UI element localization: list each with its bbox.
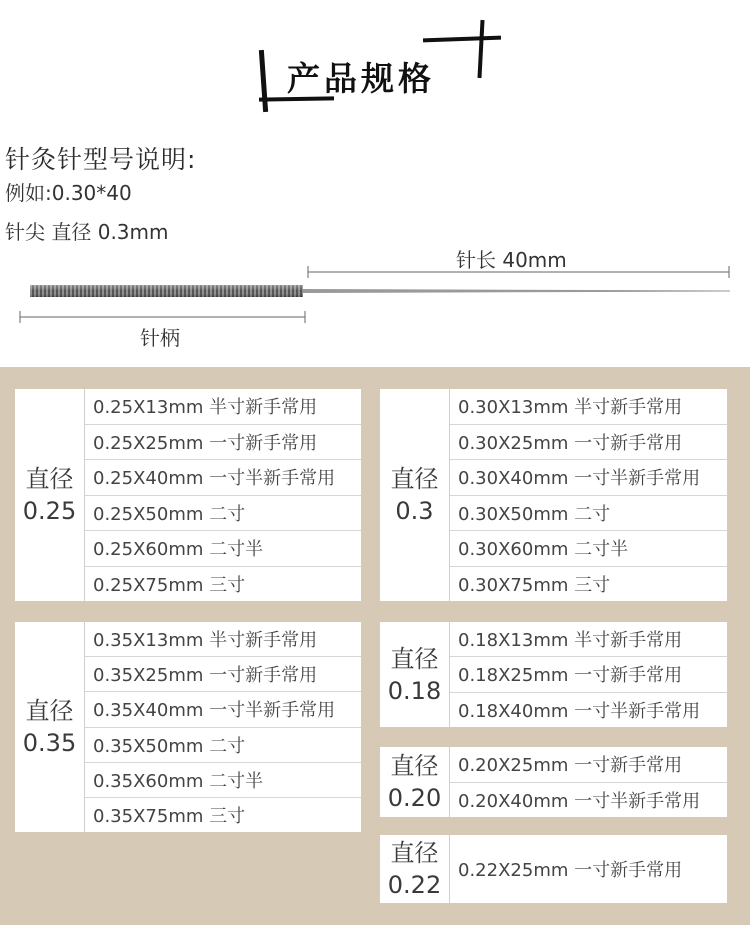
header-section <box>0 0 750 367</box>
diameter-label: 直径 <box>390 465 439 493</box>
brush-stroke-top <box>423 36 501 43</box>
spec-row: 0.22X25mm 一寸新手常用 <box>458 860 683 881</box>
spec-group-0.22 <box>380 835 727 903</box>
page-title: 产品规格 <box>287 59 435 98</box>
spec-row: 0.25X50mm 二寸 <box>85 496 361 532</box>
brush-stroke-right-vertical <box>477 20 484 78</box>
spec-group-0.25 <box>15 389 361 601</box>
spec-row: 0.35X25mm 一寸新手常用 <box>85 657 361 692</box>
diameter-value: 0.22 <box>387 871 442 899</box>
spec-list <box>85 622 361 832</box>
spec-row: 0.30X75mm 三寸 <box>458 574 611 596</box>
spec-row: 0.25X40mm 一寸半新手常用 <box>85 460 361 496</box>
spec-list <box>85 389 361 601</box>
intro-tip-diameter: 针尖 直径 0.3mm <box>5 220 169 244</box>
spec-group-0.20 <box>380 747 727 817</box>
spec-row: 0.30X25mm 一寸新手常用 <box>450 425 727 461</box>
spec-row: 0.25X75mm 三寸 <box>93 574 246 596</box>
title-banner <box>255 15 505 110</box>
spec-row: 0.20X25mm 一寸新手常用 <box>450 747 727 783</box>
spec-row: 0.18X40mm 一寸半新手常用 <box>458 700 701 722</box>
spec-list <box>450 389 727 601</box>
intro-heading: 针灸针型号说明: <box>5 145 197 174</box>
spec-row: 0.30X60mm 二寸半 <box>450 531 727 567</box>
needle-shaft <box>303 289 730 293</box>
diameter-header <box>380 389 450 601</box>
diameter-value: 0.18 <box>387 676 442 705</box>
spec-row: 0.30X40mm 一寸半新手常用 <box>450 460 727 496</box>
spec-list <box>450 835 727 903</box>
spec-row: 0.30X50mm 二寸 <box>450 496 727 532</box>
diameter-value: 0.3 <box>395 497 434 525</box>
spec-row: 0.30X13mm 半寸新手常用 <box>450 389 727 425</box>
needle-illustration <box>0 240 750 350</box>
spec-group-0.3 <box>380 389 727 601</box>
diameter-header <box>380 747 450 817</box>
diameter-value: 0.25 <box>22 497 77 525</box>
diameter-label: 直径 <box>25 697 74 725</box>
spec-group-0.18 <box>380 622 727 727</box>
spec-row: 0.35X60mm 二寸半 <box>85 763 361 798</box>
diameter-value: 0.20 <box>387 784 442 812</box>
spec-row: 0.25X13mm 半寸新手常用 <box>85 389 361 425</box>
spec-row: 0.18X25mm 一寸新手常用 <box>450 657 727 692</box>
handle-label: 针柄 <box>140 326 180 350</box>
spec-list <box>450 747 727 817</box>
spec-row: 0.35X13mm 半寸新手常用 <box>85 622 361 657</box>
needle-diagram <box>0 240 750 350</box>
diameter-value: 0.35 <box>22 729 77 757</box>
diameter-header <box>380 622 450 727</box>
diameter-header <box>15 622 85 832</box>
diameter-header <box>15 389 85 601</box>
spec-section <box>0 367 750 925</box>
spec-row: 0.25X25mm 一寸新手常用 <box>85 425 361 461</box>
diameter-label: 直径 <box>390 839 439 867</box>
spec-row: 0.18X13mm 半寸新手常用 <box>450 622 727 657</box>
spec-row: 0.35X50mm 二寸 <box>85 728 361 763</box>
intro-example: 例如:0.30*40 <box>5 181 132 205</box>
diameter-label: 直径 <box>390 752 439 780</box>
diameter-header <box>380 835 450 903</box>
brush-stroke-left-vertical <box>259 50 268 112</box>
diameter-label: 直径 <box>390 644 439 673</box>
diameter-label: 直径 <box>25 465 74 493</box>
spec-row: 0.35X75mm 三寸 <box>93 805 246 827</box>
spec-row: 0.20X40mm 一寸半新手常用 <box>458 790 701 812</box>
needle-length-label: 针长 40mm <box>456 248 567 272</box>
spec-row: 0.35X40mm 一寸半新手常用 <box>85 692 361 727</box>
spec-group-0.35 <box>15 622 361 832</box>
spec-list <box>450 622 727 727</box>
spec-row: 0.25X60mm 二寸半 <box>85 531 361 567</box>
